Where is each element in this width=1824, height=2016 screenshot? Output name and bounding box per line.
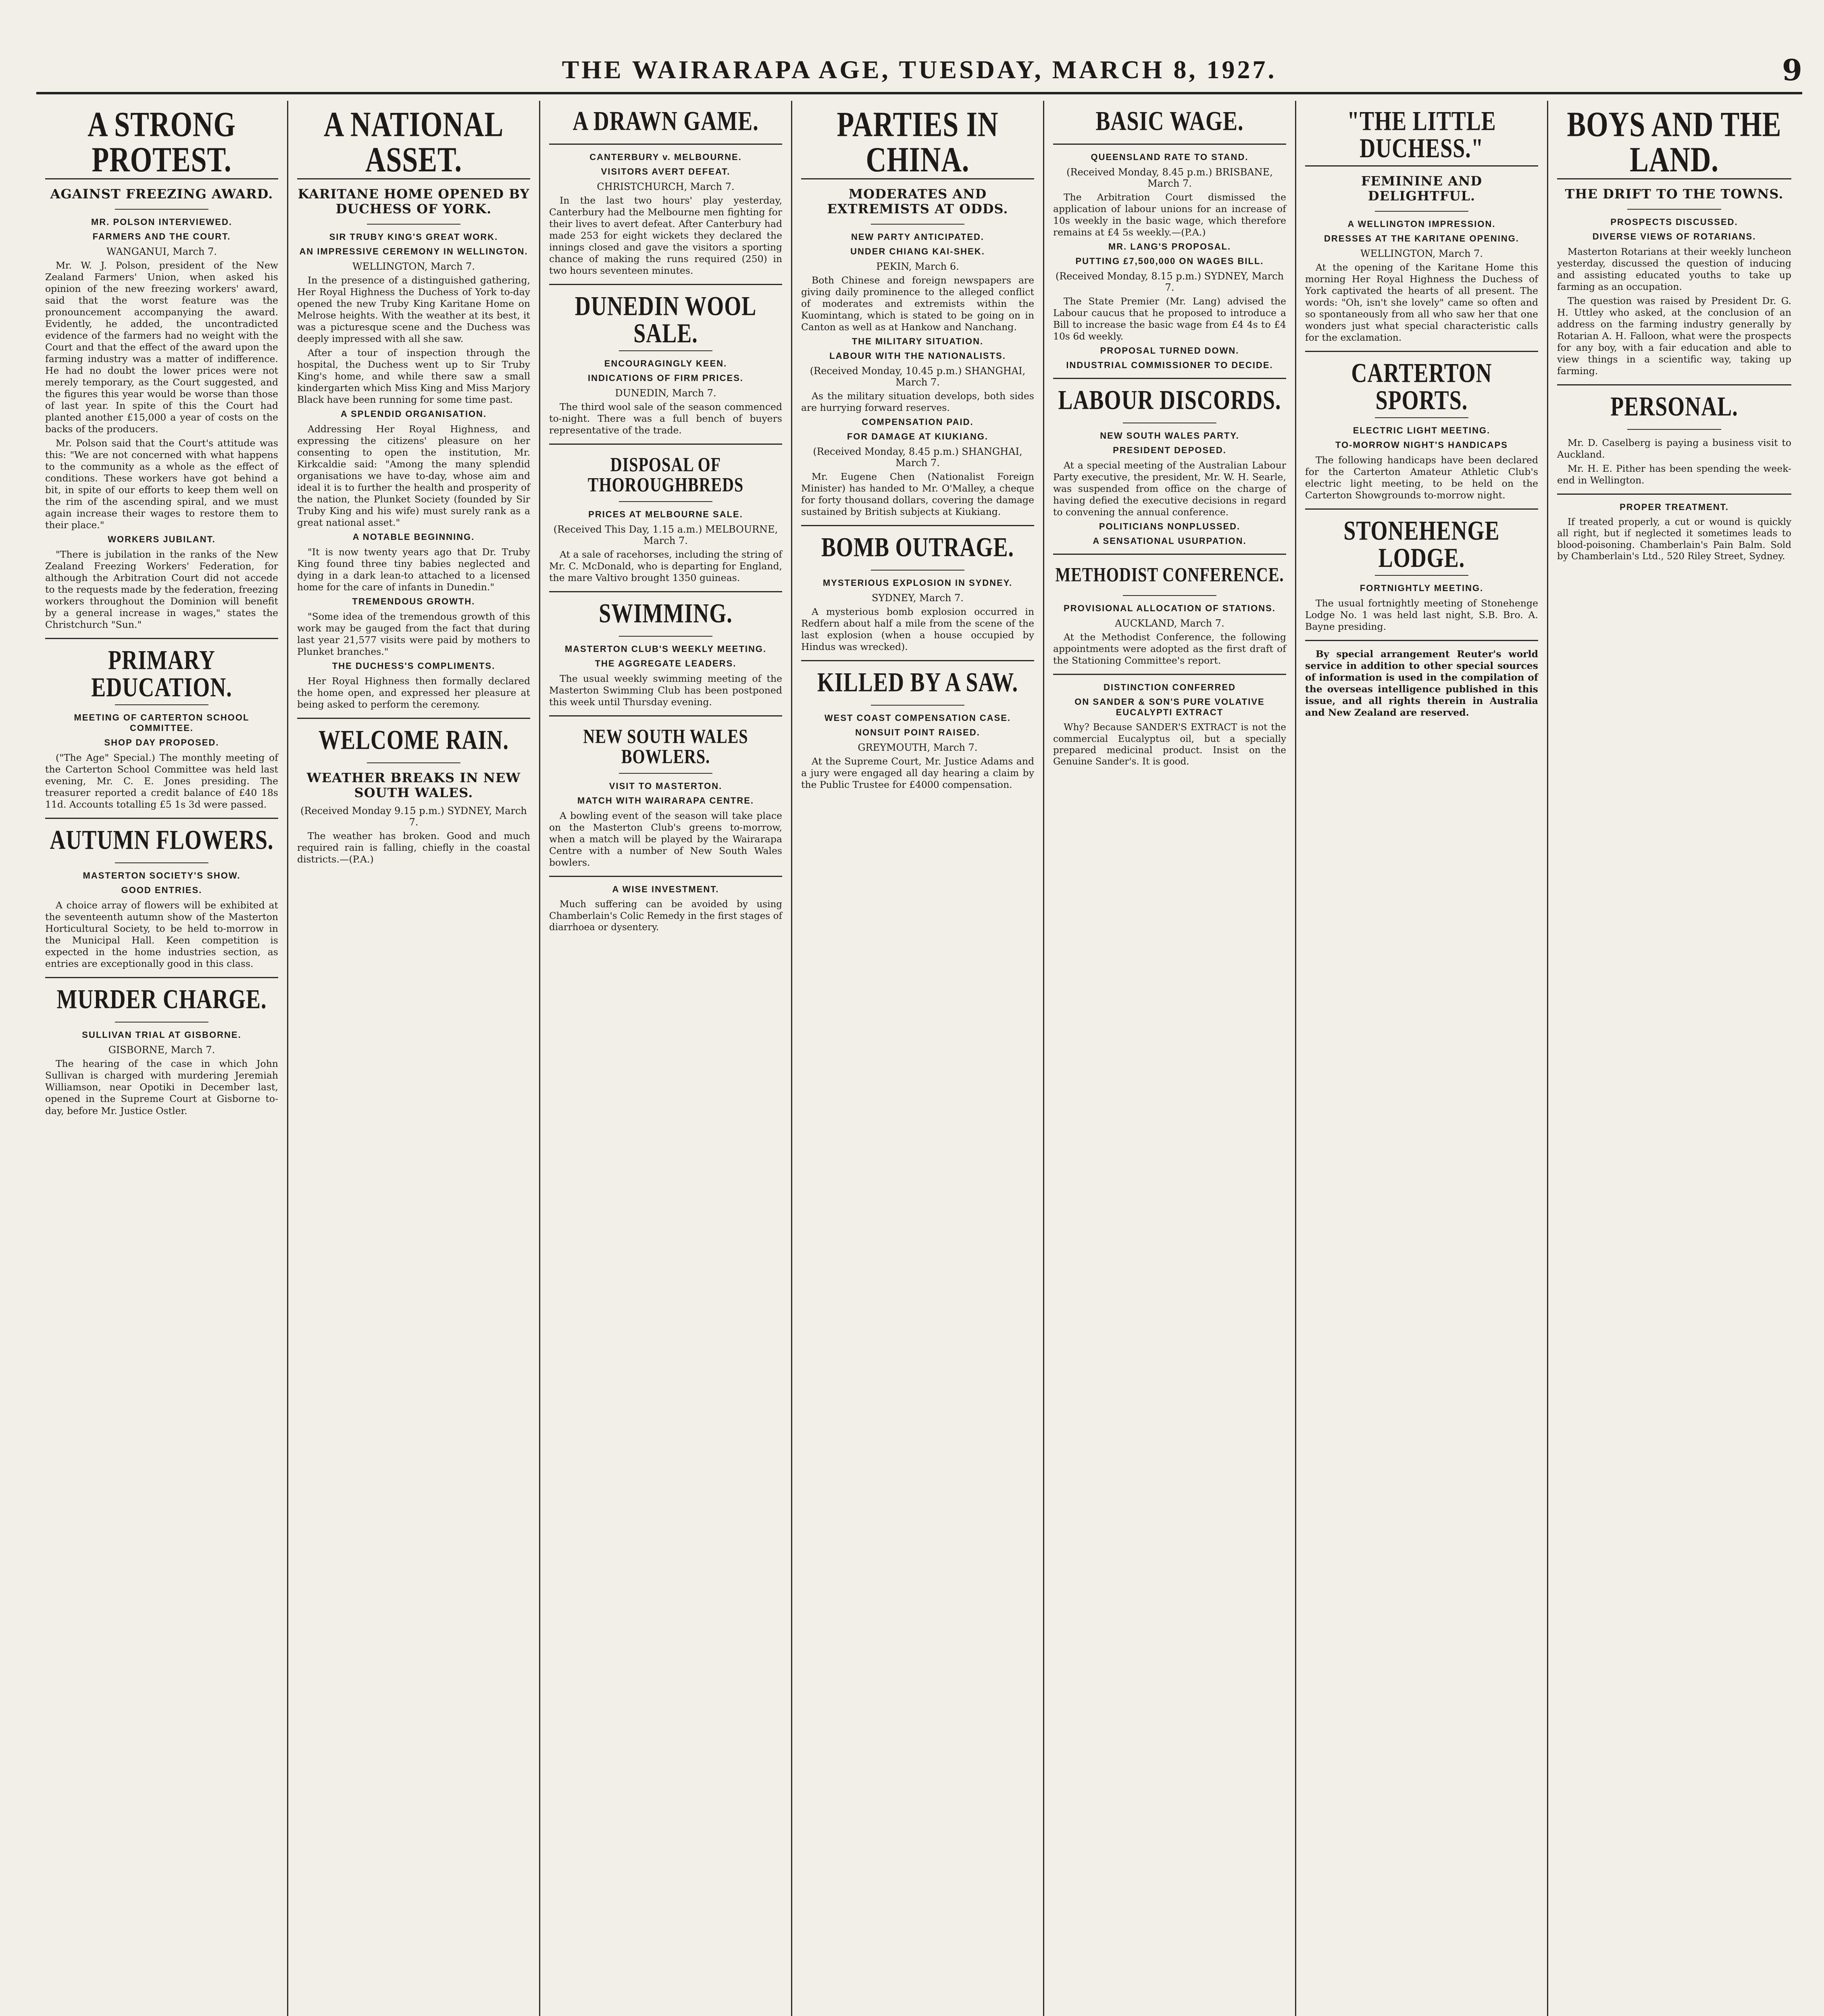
subhead: THE DUCHESS'S COMPLIMENTS. bbox=[332, 661, 496, 671]
headline-drawn-game: A DRAWN GAME. bbox=[573, 106, 759, 136]
divider bbox=[115, 1022, 208, 1023]
divider bbox=[871, 224, 964, 225]
headline-boys-and-land: BOYS AND THE LAND. bbox=[1567, 105, 1782, 179]
dateline: WELLINGTON, March 7. bbox=[352, 260, 475, 272]
dateline: DUNEDIN, March 7. bbox=[615, 387, 716, 399]
headline-national-asset: A NATIONAL ASSET. bbox=[323, 105, 504, 179]
headline-methodist-conference: METHODIST CONFERENCE. bbox=[1055, 563, 1284, 586]
article-paragraph: A mysterious bomb explosion occurred in Redfern about half a mile from the scene of the last explosion (when a house occupied by Hindus was wrecked). bbox=[801, 606, 1034, 652]
subhead: THE MILITARY SITUATION. bbox=[852, 336, 984, 346]
subhead: NEW SOUTH WALES PARTY. bbox=[1100, 431, 1239, 441]
columns bbox=[36, 101, 1802, 2016]
article-paragraph: As the military situation develops, both sides are hurrying forward reserves. bbox=[801, 390, 1034, 413]
headline-killed-by-saw: KILLED BY A SAW. bbox=[817, 667, 1018, 698]
subhead: DRESSES AT THE KARITANE OPENING. bbox=[1324, 233, 1520, 244]
subhead: MYSTERIOUS EXPLOSION IN SYDNEY. bbox=[822, 577, 1013, 588]
subhead: DISTINCTION CONFERRED bbox=[1104, 682, 1236, 693]
subhead: FOR DAMAGE AT KIUKIANG. bbox=[847, 431, 989, 442]
column-7 bbox=[1548, 101, 1800, 2016]
article-paragraph: The third wool sale of the season commenced to-night. There was a full bench of buyers representative of the trade. bbox=[549, 401, 782, 436]
article-paragraph: The usual weekly swimming meeting of the Masterton Swimming Club has been postponed this week until Thursday evening. bbox=[549, 673, 782, 708]
divider bbox=[45, 977, 278, 978]
subhead: MR. POLSON INTERVIEWED. bbox=[91, 217, 232, 227]
column-2 bbox=[288, 101, 540, 2016]
advertisement-paragraph: If treated properly, a cut or wound is quickly all right, but if neglected it sometimes leads to blood-poisoning. Chamberlain's Pain Balm. Sold by Chamberlain's Ltd., 520 Riley Street, Sydney. bbox=[1557, 517, 1791, 562]
article-paragraph: "It is now twenty years ago that Dr. Truby King found three tiny babies neglected and dying in a dark lean-to attached to a licensed home for the care of infants in Dunedin." bbox=[297, 546, 530, 593]
column-6 bbox=[1296, 101, 1548, 2016]
headline-stonehenge-lodge: STONEHENGE LODGE. bbox=[1343, 515, 1500, 573]
subhead: VISIT TO MASTERTON. bbox=[609, 781, 723, 791]
subhead: SHOP DAY PROPOSED. bbox=[104, 737, 219, 748]
subhead: ELECTRIC LIGHT MEETING. bbox=[1353, 425, 1491, 435]
dateline: (Received Monday, 8.45 p.m.) SHANGHAI, March 7. bbox=[813, 446, 1022, 469]
divider bbox=[619, 636, 712, 637]
dateline: (Received Monday, 8.45 p.m.) BRISBANE, March 7. bbox=[1066, 167, 1273, 189]
article-paragraph: Mr. Polson said that the Court's attitude was this: "We are not concerned with what happens to the community as a whole as the effect of conditions. These workers have got behind a bit, in spite of our efforts to keep them well on the rim of the ascending spiral, and we must again increase their wages to restore them to their place." bbox=[45, 437, 278, 531]
column-1 bbox=[36, 101, 288, 2016]
subhead: COMPENSATION PAID. bbox=[862, 417, 974, 427]
divider bbox=[1123, 595, 1216, 596]
subhead: PRICES AT MELBOURNE SALE. bbox=[588, 509, 743, 520]
divider bbox=[1627, 429, 1721, 430]
divider bbox=[1375, 211, 1468, 212]
headline-bomb-outrage: BOMB OUTRAGE. bbox=[821, 532, 1014, 562]
subhead: ENCOURAGINGLY KEEN. bbox=[604, 358, 727, 369]
article-paragraph: The weather has broken. Good and much required rain is falling, chiefly in the coastal districts.—(P.A.) bbox=[297, 830, 530, 865]
subhead: FORTNIGHTLY MEETING. bbox=[1360, 583, 1484, 593]
divider bbox=[115, 862, 208, 863]
subhead: NONSUIT POINT RAISED. bbox=[855, 727, 980, 737]
divider bbox=[1627, 209, 1721, 210]
subhead: NEW PARTY ANTICIPATED. bbox=[851, 231, 984, 242]
subhead: SULLIVAN TRIAL AT GISBORNE. bbox=[82, 1030, 242, 1040]
page-number: 9 bbox=[1782, 52, 1802, 87]
article-paragraph: A bowling event of the season will take place on the Masterton Club's greens to-morrow, when a match will be played by the Wairarapa Centre with a number of New South Wales bowlers. bbox=[549, 810, 782, 868]
headline-labour-discords: LABOUR DISCORDS. bbox=[1058, 385, 1281, 415]
article-paragraph: "Some idea of the tremendous growth of this work may be gauged from the fact that during last year 21,577 visits were paid by mothers to Plunket branches." bbox=[297, 610, 530, 658]
headline-strong-protest: A STRONG PROTEST. bbox=[87, 105, 236, 179]
column-5 bbox=[1044, 101, 1296, 2016]
divider bbox=[549, 444, 782, 445]
dateline: WELLINGTON, March 7. bbox=[1360, 248, 1483, 259]
divider bbox=[115, 209, 208, 210]
article-paragraph: In the presence of a distinguished gathering, Her Royal Highness the Duchess of York to-day opened the new Truby King Karitane Home on Melrose heights. With the weather at its best, it was a picturesque scene and the Duchess was deeply impressed with all she saw. bbox=[297, 274, 530, 344]
notice-paragraph: By special arrangement Reuter's world service in addition to other special sources of information is used in the compilation of the overseas intelligence published in this issue, and all rights therein in Australia and New Zealand are reserved. bbox=[1305, 648, 1538, 718]
divider bbox=[549, 715, 782, 716]
subhead: PROPOSAL TURNED DOWN. bbox=[1100, 346, 1239, 356]
article-paragraph: The Arbitration Court dismissed the application of labour unions for an increase of 10s weekly in the basic wage, which therefore remains at £4 5s weekly.—(P.A.) bbox=[1053, 192, 1286, 238]
subhead: PROSPECTS DISCUSSED. bbox=[1610, 217, 1738, 227]
divider bbox=[1053, 554, 1286, 555]
subhead: A WELLINGTON IMPRESSION. bbox=[1347, 219, 1496, 229]
article-paragraph: Mr. D. Caselberg is paying a business visit to Auckland. bbox=[1557, 437, 1791, 460]
headline-carterton-sports: CARTERTON SPORTS. bbox=[1351, 357, 1492, 415]
subhead: LABOUR WITH THE NATIONALISTS. bbox=[829, 350, 1006, 361]
article-paragraph: At the Supreme Court, Mr. Justice Adams and a jury were engaged all day hearing a claim by the Public Trustee for £4000 compensation. bbox=[801, 755, 1034, 790]
divider bbox=[367, 224, 460, 225]
masthead-title: THE WAIRARAPA AGE, TUESDAY, MARCH 8, 1927. bbox=[562, 55, 1277, 84]
article-paragraph: The question was raised by President Dr. G. H. Uttley who asked, at the conclusion of an address on the farming industry generally by Rotarian A. H. Falloon, what were the prospects for any boy, with a fair education and able to view things in a scientific way, taking up farming. bbox=[1557, 295, 1791, 377]
subhead: TO-MORROW NIGHT'S HANDICAPS bbox=[1335, 439, 1508, 450]
subhead: MR. LANG'S PROPOSAL. bbox=[1108, 242, 1231, 252]
dateline: WANGANUI, March 7. bbox=[106, 246, 217, 257]
subhead: ON SANDER & SON'S PURE VOLATIVE EUCALYPTI EXTRACT bbox=[1074, 697, 1265, 718]
headline-swimming: SWIMMING. bbox=[599, 598, 733, 629]
divider bbox=[1053, 674, 1286, 675]
headline-nsw-bowlers: NEW SOUTH WALES BOWLERS. bbox=[583, 725, 748, 768]
subhead: VISITORS AVERT DEFEAT. bbox=[601, 167, 731, 177]
dateline: PEKIN, March 6. bbox=[876, 260, 959, 272]
divider bbox=[1557, 384, 1791, 385]
subhead: A SENSATIONAL USURPATION. bbox=[1093, 536, 1247, 546]
subhead: WEST COAST COMPENSATION CASE. bbox=[824, 712, 1011, 723]
subhead: THE AGGREGATE LEADERS. bbox=[595, 658, 737, 669]
masthead bbox=[36, 48, 1802, 94]
subhead: CANTERBURY v. MELBOURNE. bbox=[589, 152, 742, 162]
divider bbox=[801, 660, 1034, 661]
dateline: (Received This Day, 1.15 a.m.) MELBOURNE, March 7. bbox=[553, 524, 778, 547]
advertisement-paragraph: Why? Because SANDER'S EXTRACT is not the commercial Eucalyptus oil, but a specially prepared medicinal product. Insist on the Genuine Sander's. It is good. bbox=[1053, 722, 1286, 767]
divider bbox=[45, 638, 278, 639]
dateline: GISBORNE, March 7. bbox=[108, 1044, 215, 1056]
subhead: THE DRIFT TO THE TOWNS. bbox=[1565, 186, 1784, 202]
divider bbox=[367, 762, 460, 763]
subhead: AN IMPRESSIVE CEREMONY IN WELLINGTON. bbox=[299, 246, 528, 256]
headline-dunedin-wool-sale: DUNEDIN WOOL SALE. bbox=[575, 291, 757, 348]
subhead: MASTERTON CLUB'S WEEKLY MEETING. bbox=[564, 644, 767, 654]
subhead: MODERATES AND EXTREMISTS AT ODDS. bbox=[827, 186, 1008, 217]
subhead: GOOD ENTRIES. bbox=[121, 885, 202, 896]
divider bbox=[549, 144, 782, 145]
divider bbox=[549, 284, 782, 285]
article-paragraph: At a special meeting of the Australian Labour Party executive, the president, Mr. W. H. Searle, was suspended from office on the charge of having defied the executive decisions in regard to convening the annual conference. bbox=[1053, 460, 1286, 518]
headline-parties-in-china: PARTIES IN CHINA. bbox=[837, 105, 999, 179]
subhead: FARMERS AND THE COURT. bbox=[92, 231, 231, 242]
advertisement-paragraph: Much suffering can be avoided by using Chamberlain's Colic Remedy in the first stages of diarrhoea or dysentery. bbox=[549, 899, 782, 933]
subhead: AGAINST FREEZING AWARD. bbox=[50, 186, 273, 202]
subhead: A NOTABLE BEGINNING. bbox=[352, 531, 475, 542]
column-3 bbox=[540, 101, 792, 2016]
column-4 bbox=[792, 101, 1044, 2016]
divider bbox=[1557, 494, 1791, 495]
subhead: PUTTING £7,500,000 ON WAGES BILL. bbox=[1075, 256, 1264, 267]
subhead: PROPER TREATMENT. bbox=[1620, 502, 1729, 512]
dateline: GREYMOUTH, March 7. bbox=[858, 741, 978, 753]
divider bbox=[549, 591, 782, 592]
subhead: WEATHER BREAKS IN NEW SOUTH WALES. bbox=[306, 770, 521, 800]
article-paragraph: In the last two hours' play yesterday, Canterbury had the Melbourne men fighting for their lives to avert defeat. After Canterbury had made 253 for eight wickets they declared the innings closed and gave the visitors a sporting chance of making the runs required (250) in two hours seventeen minutes. bbox=[549, 195, 782, 277]
article-paragraph: Mr. Eugene Chen (Nationalist Foreign Minister) has handed to Mr. O'Malley, a cheque for forty thousand dollars, covering the damage sustained by British subjects at Kiukiang. bbox=[801, 471, 1034, 517]
article-paragraph: The following handicaps have been declared for the Carterton Amateur Athletic Club's electric light meeting, to be held on the Carterton Showgrounds to-morrow night. bbox=[1305, 454, 1538, 501]
subhead: MASTERTON SOCIETY'S SHOW. bbox=[83, 871, 241, 881]
subhead: PRESIDENT DEPOSED. bbox=[1113, 445, 1226, 456]
article-paragraph: Mr. H. E. Pither has been spending the week-end in Wellington. bbox=[1557, 463, 1791, 486]
headline-basic-wage: BASIC WAGE. bbox=[1095, 106, 1244, 136]
article-paragraph: At the opening of the Karitane Home this morning Her Royal Highness the Duchess of York captivated the hearts of all present. The words: "Oh, isn't she lovely" came so often and so spontaneously from all who saw her that one wonders just what special characteristic calls for the exclamation. bbox=[1305, 261, 1538, 343]
subhead: DIVERSE VIEWS OF ROTARIANS. bbox=[1592, 231, 1756, 242]
subhead: PROVISIONAL ALLOCATION OF STATIONS. bbox=[1064, 603, 1276, 614]
dateline: SYDNEY, March 7. bbox=[872, 592, 964, 604]
article-paragraph: Masterton Rotarians at their weekly luncheon yesterday, discussed the question of inducing and assisting educated youths to take up farming as an occupation. bbox=[1557, 246, 1791, 292]
subhead: TREMENDOUS GROWTH. bbox=[352, 596, 475, 606]
headline-primary-education: PRIMARY EDUCATION. bbox=[91, 645, 232, 703]
subhead: A WISE INVESTMENT. bbox=[612, 884, 719, 895]
subhead: INDUSTRIAL COMMISSIONER TO DECIDE. bbox=[1066, 360, 1273, 371]
headline-welcome-rain: WELCOME RAIN. bbox=[318, 725, 509, 755]
subhead: KARITANE HOME OPENED BY DUCHESS OF YORK. bbox=[298, 186, 530, 217]
divider bbox=[1053, 144, 1286, 145]
divider bbox=[871, 705, 964, 706]
divider bbox=[1305, 351, 1538, 352]
article-paragraph: The hearing of the case in which John Sullivan is charged with murdering Jeremiah Williamson, near Opotiki in December last, opened in the Supreme Court at Gisborne to-day, before Mr. Justice Ostler. bbox=[45, 1058, 278, 1116]
article-paragraph: Addressing Her Royal Highness, and expressing the citizens' pleasure on her consenting to open the institution, Mr. Kirkcaldie said: "Among the many splendid organisations we have to-day, whose aim and ideal it is to further the health and prosperity of the nation, the Plunket Society (founded by Sir Truby King and his wife) must surely rank as a great national asset." bbox=[297, 423, 530, 528]
subhead: SIR TRUBY KING'S GREAT WORK. bbox=[329, 231, 498, 242]
divider bbox=[801, 525, 1034, 526]
subhead: MEETING OF CARTERTON SCHOOL COMMITTEE. bbox=[74, 712, 250, 733]
dateline: CHRISTCHURCH, March 7. bbox=[597, 181, 735, 192]
article-paragraph: At the Methodist Conference, the following appointments were adopted as the first draft of the Stationing Committee's report. bbox=[1053, 631, 1286, 666]
dateline: (Received Monday, 10.45 p.m.) SHANGHAI, March 7. bbox=[810, 365, 1026, 388]
divider bbox=[1053, 378, 1286, 379]
subhead: A SPLENDID ORGANISATION. bbox=[340, 408, 487, 419]
subhead: POLITICIANS NONPLUSSED. bbox=[1099, 521, 1241, 532]
headline-personal: PERSONAL. bbox=[1610, 391, 1738, 422]
divider bbox=[871, 570, 964, 571]
article-paragraph: Both Chinese and foreign newspapers are giving daily prominence to the alleged conflict of moderates and extremists within the Kuomintang, which is stated to be going on in Canton as well as at Hankow and Nanchang. bbox=[801, 274, 1034, 333]
article-paragraph: "There is jubilation in the ranks of the New Zealand Freezing Workers' Federation, for although the Arbitration Court did not accede to the requests made by the federation, freezing workers throughout the Dominion will benefit by a general increase in wages," states the Christchurch "Sun." bbox=[45, 549, 278, 631]
article-paragraph: The usual fortnightly meeting of Stonehenge Lodge No. 1 was held last night, S.B. Bro. A. Bayne presiding. bbox=[1305, 597, 1538, 632]
subhead: QUEENSLAND RATE TO STAND. bbox=[1091, 152, 1249, 162]
subhead: FEMININE AND DELIGHTFUL. bbox=[1361, 173, 1483, 204]
subhead: MATCH WITH WAIRARAPA CENTRE. bbox=[577, 796, 754, 806]
article-paragraph: ("The Age" Special.) The monthly meeting of the Carterton School Committee was held last evening, Mr. C. E. Jones presiding. The treasurer reported a credit balance of £40 18s 11d. Accounts totalling £5 1s 3d were passed. bbox=[45, 752, 278, 810]
headline-autumn-flowers: AUTUMN FLOWERS. bbox=[50, 825, 274, 855]
article-paragraph: The State Premier (Mr. Lang) advised the Labour caucus that he proposed to introduce a Bill to increase the basic wage from £4 4s to £4 10s 6d weekly. bbox=[1053, 296, 1286, 342]
article-paragraph: At a sale of racehorses, including the string of Mr. C. McDonald, who is departing for England, the mare Valtivo brought 1350 guineas. bbox=[549, 549, 782, 584]
divider bbox=[297, 718, 530, 719]
headline-murder-charge: MURDER CHARGE. bbox=[56, 984, 267, 1014]
article-paragraph: A choice array of flowers will be exhibited at the seventeenth autumn show of the Masterton Horticultural Society, to be held to-morrow in the Municipal Hall. Keen competition is expected in the home industries section, as entries are exceptionally good in this class. bbox=[45, 900, 278, 970]
divider bbox=[1305, 640, 1538, 641]
subhead: INDICATIONS OF FIRM PRICES. bbox=[587, 373, 744, 383]
dateline: (Received Monday 9.15 p.m.) SYDNEY, March 7. bbox=[300, 805, 527, 828]
article-paragraph: After a tour of inspection through the hospital, the Duchess went up to Sir Truby King's home, and while there saw a small kindergarten which Miss King and Miss Marjory Black have been running for some time past. bbox=[297, 347, 530, 405]
dateline: (Received Monday, 8.15 p.m.) SYDNEY, March 7. bbox=[1055, 271, 1284, 294]
divider bbox=[45, 818, 278, 819]
dateline: AUCKLAND, March 7. bbox=[1115, 618, 1224, 629]
headline-little-duchess: "THE LITTLE DUCHESS." bbox=[1347, 106, 1496, 163]
article-paragraph: Her Royal Highness then formally declared the home open, and expressed her pleasure at being asked to perform the ceremony. bbox=[297, 675, 530, 710]
divider bbox=[549, 876, 782, 877]
subhead: UNDER CHIANG KAI-SHEK. bbox=[850, 246, 985, 256]
headline-thoroughbreds: DISPOSAL OF THOROUGHBREDS bbox=[587, 453, 744, 496]
divider bbox=[1305, 508, 1538, 510]
subhead: WORKERS JUBILANT. bbox=[108, 534, 216, 545]
article-paragraph: Mr. W. J. Polson, president of the New Zealand Farmers' Union, when asked his opinion of the new freezing workers' award, said that the worst feature was the pronouncement accompanying the award. Evidently, he added, the uncontradicted evidence of the farmers had no weight with the Court and that the effect of the award upon the farming industry was a matter of indifference. He had no doubt the lower prices were not merely temporary, as the Court suggested, and the figures this year would be worse than those of last year. In spite of this the Court had planted another £15,000 a year of costs on the backs of the producers. bbox=[45, 259, 278, 435]
